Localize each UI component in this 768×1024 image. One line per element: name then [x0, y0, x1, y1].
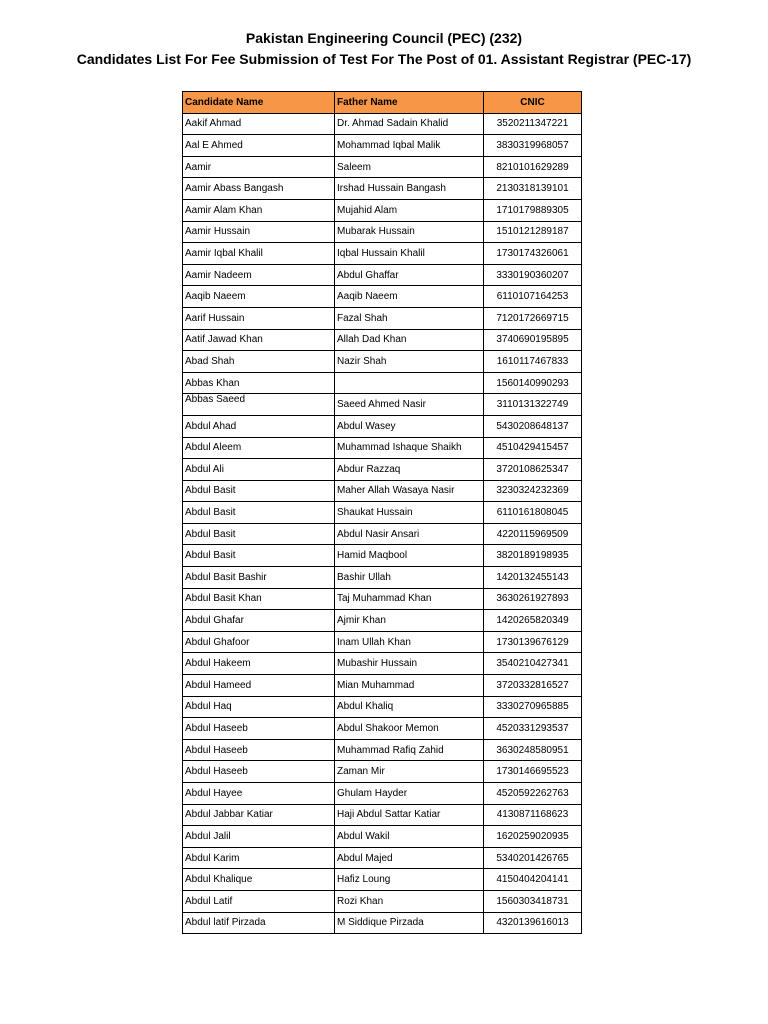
table-row	[183, 761, 582, 783]
candidate-name-cell: Abdul Aleem	[183, 437, 335, 459]
cnic-cell: 4220115969509	[484, 523, 582, 545]
candidate-name-cell: Abdul Hakeem	[183, 653, 335, 675]
cnic-cell: 3630248580951	[484, 739, 582, 761]
candidate-name-cell: Aatif Jawad Khan	[183, 329, 335, 351]
candidate-name-cell: Aamir Alam Khan	[183, 199, 335, 221]
table-row	[183, 480, 582, 502]
candidate-name-cell: Abdul Haseeb	[183, 739, 335, 761]
table-row	[183, 610, 582, 632]
table-row	[183, 739, 582, 761]
cnic-cell: 3330270965885	[484, 696, 582, 718]
candidate-name-cell: Aamir Iqbal Khalil	[183, 243, 335, 265]
cnic-cell: 5340201426765	[484, 847, 582, 869]
cnic-cell: 5430208648137	[484, 415, 582, 437]
cnic-cell: 4510429415457	[484, 437, 582, 459]
candidate-name-cell: Abdul Hayee	[183, 783, 335, 805]
table-row	[183, 286, 582, 308]
cnic-cell: 3110131322749	[484, 394, 582, 416]
candidate-name-cell: Abdul Haseeb	[183, 761, 335, 783]
candidate-name-cell: Aarif Hussain	[183, 307, 335, 329]
father-name-cell: Bashir Ullah	[335, 567, 484, 589]
cnic-cell: 1730146695523	[484, 761, 582, 783]
father-name-cell: Abdul Wakil	[335, 826, 484, 848]
table-row	[183, 243, 582, 265]
table-row	[183, 631, 582, 653]
candidate-name-cell: Abdul Jalil	[183, 826, 335, 848]
candidate-name-cell: Abdul Jabbar Katiar	[183, 804, 335, 826]
candidate-name-cell: Abdul Ghafoor	[183, 631, 335, 653]
cnic-cell: 1610117467833	[484, 351, 582, 373]
cnic-cell: 1420132455143	[484, 567, 582, 589]
table-row	[183, 675, 582, 697]
cnic-cell: 1510121289187	[484, 221, 582, 243]
table-row	[183, 437, 582, 459]
cnic-cell: 6110107164253	[484, 286, 582, 308]
father-name-cell: Abdur Razzaq	[335, 459, 484, 481]
document-subtitle: Candidates List For Fee Submission of Test For The Post of 01. Assistant Registrar (PEC-17)	[76, 51, 692, 67]
cnic-cell: 4320139616013	[484, 912, 582, 934]
table-row	[183, 804, 582, 826]
table-row	[183, 394, 582, 416]
table-row	[183, 523, 582, 545]
table-row	[183, 199, 582, 221]
cnic-cell: 7120172669715	[484, 307, 582, 329]
column-header-father-name: Father Name	[335, 92, 484, 114]
cnic-cell: 3540210427341	[484, 653, 582, 675]
table-row	[183, 847, 582, 869]
table-row	[183, 588, 582, 610]
father-name-cell: Aaqib Naeem	[335, 286, 484, 308]
cnic-cell: 1620259020935	[484, 826, 582, 848]
father-name-cell: Ajmir Khan	[335, 610, 484, 632]
table-header-row	[183, 92, 582, 114]
candidate-name-cell: Abdul Ali	[183, 459, 335, 481]
table-row	[183, 135, 582, 157]
cnic-cell: 4150404204141	[484, 869, 582, 891]
candidate-name-cell: Abdul Haseeb	[183, 718, 335, 740]
cnic-cell: 1420265820349	[484, 610, 582, 632]
table-row	[183, 783, 582, 805]
candidate-name-cell: Aal E Ahmed	[183, 135, 335, 157]
father-name-cell: Muhammad Rafiq Zahid	[335, 739, 484, 761]
candidate-name-cell: Abdul Basit	[183, 523, 335, 545]
table-row	[183, 415, 582, 437]
table-row	[183, 156, 582, 178]
candidate-name-cell: Abbas Khan	[183, 372, 335, 394]
cnic-cell: 1730174326061	[484, 243, 582, 265]
father-name-cell: Nazir Shah	[335, 351, 484, 373]
father-name-cell: Muhammad Ishaque Shaikh	[335, 437, 484, 459]
father-name-cell: Abdul Nasir Ansari	[335, 523, 484, 545]
table-row	[183, 502, 582, 524]
father-name-cell: Ghulam Hayder	[335, 783, 484, 805]
father-name-cell: Saeed Ahmed Nasir	[335, 394, 484, 416]
father-name-cell: M Siddique Pirzada	[335, 912, 484, 934]
father-name-cell: Saleem	[335, 156, 484, 178]
father-name-cell: Rozi Khan	[335, 890, 484, 912]
candidate-name-cell: Abdul Basit Khan	[183, 588, 335, 610]
father-name-cell: Abdul Majed	[335, 847, 484, 869]
table-row	[183, 545, 582, 567]
cnic-cell: 3630261927893	[484, 588, 582, 610]
cnic-cell: 1710179889305	[484, 199, 582, 221]
candidate-name-cell: Abdul Haq	[183, 696, 335, 718]
table-row	[183, 264, 582, 286]
table-row	[183, 912, 582, 934]
document-title: Pakistan Engineering Council (PEC) (232)	[245, 30, 523, 46]
table-row	[183, 329, 582, 351]
father-name-cell	[335, 372, 484, 394]
candidate-name-cell: Abdul Basit	[183, 480, 335, 502]
candidate-name-cell: Aamir Nadeem	[183, 264, 335, 286]
candidate-name-cell: Abdul Latif	[183, 890, 335, 912]
cnic-cell: 2130318139101	[484, 178, 582, 200]
candidate-name-cell: Abdul Basit Bashir	[183, 567, 335, 589]
table-row	[183, 307, 582, 329]
candidates-table	[182, 91, 582, 934]
table-row	[183, 459, 582, 481]
candidate-name-cell: Abdul Karim	[183, 847, 335, 869]
father-name-cell: Haji Abdul Sattar Katiar	[335, 804, 484, 826]
column-header-candidate-name: Candidate Name	[183, 92, 335, 114]
candidate-name-cell: Abdul latif Pirzada	[183, 912, 335, 934]
candidate-name-cell: Aakif Ahmad	[183, 113, 335, 135]
father-name-cell: Dr. Ahmad Sadain Khalid	[335, 113, 484, 135]
father-name-cell: Taj Muhammad Khan	[335, 588, 484, 610]
candidate-name-cell: Abad Shah	[183, 351, 335, 373]
cnic-cell: 4520331293537	[484, 718, 582, 740]
cnic-cell: 3520211347221	[484, 113, 582, 135]
father-name-cell: Maher Allah Wasaya Nasir	[335, 480, 484, 502]
cnic-cell: 6110161808045	[484, 502, 582, 524]
father-name-cell: Irshad Hussain Bangash	[335, 178, 484, 200]
table-row	[183, 113, 582, 135]
cnic-cell: 3230324232369	[484, 480, 582, 502]
candidate-name-cell: Abdul Basit	[183, 502, 335, 524]
table-row	[183, 696, 582, 718]
father-name-cell: Mohammad Iqbal Malik	[335, 135, 484, 157]
table-row	[183, 567, 582, 589]
candidate-name-cell: Abdul Ghafar	[183, 610, 335, 632]
candidate-name-cell: Aamir	[183, 156, 335, 178]
father-name-cell: Mubarak Hussain	[335, 221, 484, 243]
table-row	[183, 221, 582, 243]
father-name-cell: Abdul Khaliq	[335, 696, 484, 718]
candidate-name-cell: Aaqib Naeem	[183, 286, 335, 308]
cnic-cell: 1730139676129	[484, 631, 582, 653]
father-name-cell: Abdul Shakoor Memon	[335, 718, 484, 740]
cnic-cell: 1560303418731	[484, 890, 582, 912]
cnic-cell: 1560140990293	[484, 372, 582, 394]
cnic-cell: 4130871168623	[484, 804, 582, 826]
father-name-cell: Mujahid Alam	[335, 199, 484, 221]
father-name-cell: Hamid Maqbool	[335, 545, 484, 567]
candidate-name-cell: Aamir Abass Bangash	[183, 178, 335, 200]
father-name-cell: Zaman Mir	[335, 761, 484, 783]
cnic-cell: 3720108625347	[484, 459, 582, 481]
father-name-cell: Iqbal Hussain Khalil	[335, 243, 484, 265]
cnic-cell: 3820189198935	[484, 545, 582, 567]
table-row	[183, 890, 582, 912]
cnic-cell: 8210101629289	[484, 156, 582, 178]
table-row	[183, 178, 582, 200]
candidate-name-cell: Abdul Basit	[183, 545, 335, 567]
candidate-name-cell: Abdul Hameed	[183, 675, 335, 697]
father-name-cell: Abdul Wasey	[335, 415, 484, 437]
table-row	[183, 372, 582, 394]
column-header-cnic: CNIC	[484, 92, 582, 114]
table-row	[183, 718, 582, 740]
father-name-cell: Hafiz Loung	[335, 869, 484, 891]
cnic-cell: 3720332816527	[484, 675, 582, 697]
father-name-cell: Mian Muhammad	[335, 675, 484, 697]
candidate-name-cell: Abbas Saeed	[183, 394, 335, 416]
table-row	[183, 869, 582, 891]
candidate-name-cell: Aamir Hussain	[183, 221, 335, 243]
cnic-cell: 4520592262763	[484, 783, 582, 805]
cnic-cell: 3740690195895	[484, 329, 582, 351]
table-row	[183, 351, 582, 373]
cnic-cell: 3830319968057	[484, 135, 582, 157]
father-name-cell: Mubashir Hussain	[335, 653, 484, 675]
cnic-cell: 3330190360207	[484, 264, 582, 286]
table-row	[183, 653, 582, 675]
father-name-cell: Shaukat Hussain	[335, 502, 484, 524]
father-name-cell: Abdul Ghaffar	[335, 264, 484, 286]
father-name-cell: Allah Dad Khan	[335, 329, 484, 351]
candidate-name-cell: Abdul Khalique	[183, 869, 335, 891]
table-row	[183, 826, 582, 848]
father-name-cell: Inam Ullah Khan	[335, 631, 484, 653]
father-name-cell: Fazal Shah	[335, 307, 484, 329]
candidate-name-cell: Abdul Ahad	[183, 415, 335, 437]
